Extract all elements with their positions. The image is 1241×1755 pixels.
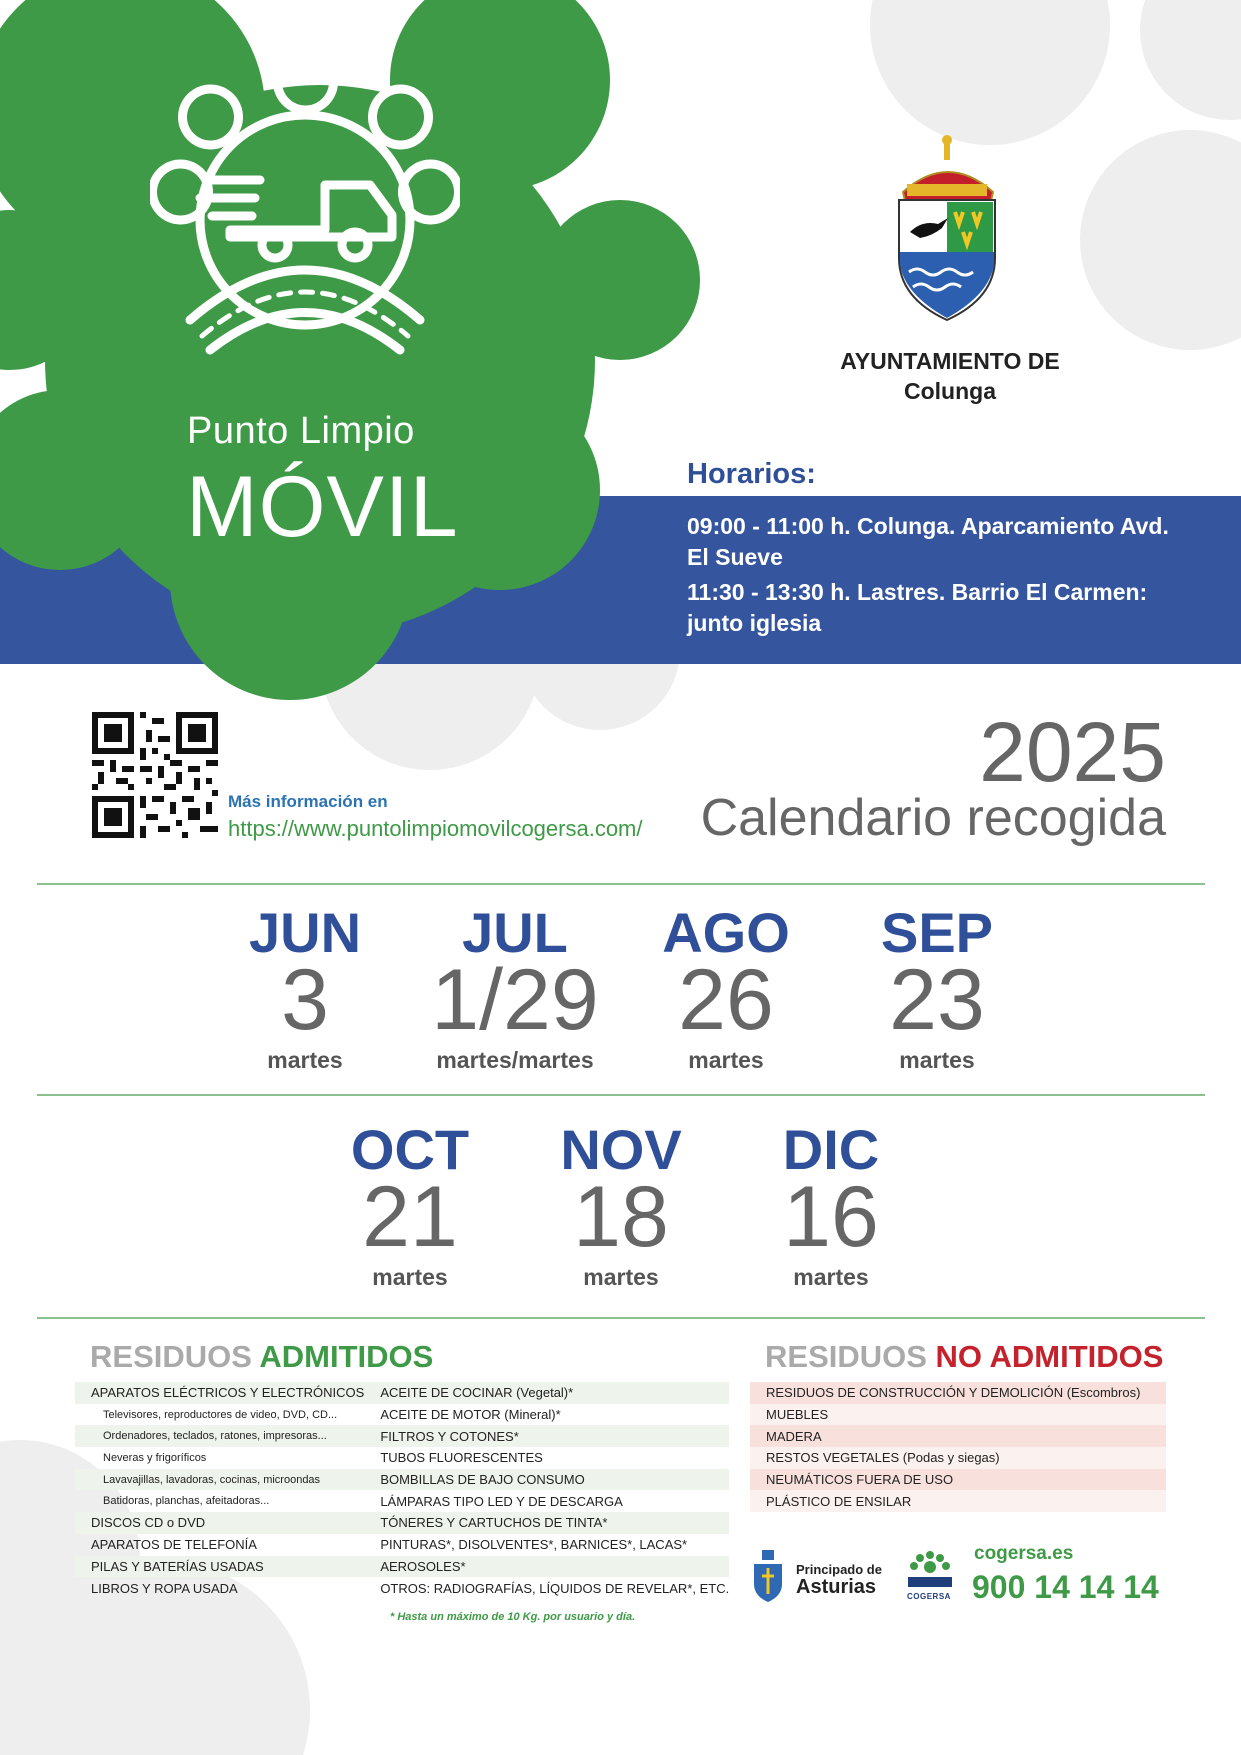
accepted-note: * Hasta un máximo de 10 Kg. por usuario y día. bbox=[390, 1611, 636, 1623]
accepted-subitem: Ordenadores, teclados, ratones, impresoras... bbox=[75, 1425, 364, 1447]
schedule-line: junto iglesia bbox=[687, 610, 822, 636]
table-row bbox=[750, 1469, 1166, 1491]
cogersa-logo-icon bbox=[904, 1547, 956, 1591]
brand-title-small: Punto Limpio bbox=[187, 410, 415, 452]
table-row bbox=[75, 1404, 729, 1426]
accepted-item: LÁMPARAS TIPO LED Y DE DESCARGA bbox=[380, 1493, 623, 1509]
accepted-item: TÓNERES Y CARTUCHOS DE TINTA* bbox=[364, 1512, 729, 1534]
more-info-label: Más información en bbox=[228, 792, 388, 811]
schedule-list bbox=[687, 511, 1169, 639]
accepted-item: ACEITE DE COCINAR (Vegetal)* bbox=[364, 1382, 729, 1404]
table-row bbox=[75, 1447, 729, 1469]
asturias-line2: Asturias bbox=[796, 1576, 877, 1598]
accepted-title-gray: RESIDUOS bbox=[90, 1339, 252, 1374]
rejected-title-gray: RESIDUOS bbox=[765, 1339, 927, 1374]
accepted-title-color: ADMITIDOS bbox=[259, 1339, 434, 1374]
month-name: DIC bbox=[782, 1118, 880, 1181]
table-row bbox=[75, 1577, 729, 1599]
table-row bbox=[750, 1404, 1166, 1426]
month-name: OCT bbox=[350, 1118, 470, 1181]
asturias-line1: Principado de bbox=[796, 1562, 882, 1577]
accepted-item: PILAS Y BATERÍAS USADAS bbox=[75, 1556, 364, 1578]
schedule-line: 11:30 - 13:30 h. Lastres. Barrio El Carmen: bbox=[687, 579, 1148, 605]
month-weekday: martes bbox=[793, 1264, 869, 1290]
table-row bbox=[75, 1425, 729, 1447]
month-day: 1/29 bbox=[431, 952, 599, 1048]
month-weekday: martes/martes bbox=[436, 1047, 594, 1073]
table-row bbox=[750, 1425, 1166, 1447]
rejected-item: PLÁSTICO DE ENSILAR bbox=[750, 1490, 1166, 1512]
accepted-item: BOMBILLAS DE BAJO CONSUMO bbox=[364, 1469, 729, 1491]
mobile-truck-logo-icon bbox=[150, 80, 460, 380]
month-weekday: martes bbox=[267, 1047, 343, 1073]
rejected-item: RESTOS VEGETALES (Podas y siegas) bbox=[750, 1447, 1166, 1469]
table-row bbox=[75, 1556, 729, 1578]
accepted-item: DISCOS CD o DVD bbox=[75, 1512, 364, 1534]
table-row bbox=[750, 1490, 1166, 1512]
table-row bbox=[75, 1469, 729, 1491]
month-name: NOV bbox=[560, 1118, 682, 1181]
month-weekday: martes bbox=[583, 1264, 659, 1290]
calendar-year: 2025 bbox=[979, 705, 1166, 799]
accepted-subitem: Batidoras, planchas, afeitadoras... bbox=[103, 1495, 270, 1508]
qr-code-icon[interactable] bbox=[92, 712, 218, 838]
accepted-subitem: Televisores, reproductores de video, DVD, CD... bbox=[103, 1408, 338, 1421]
cogersa-phone: 900 14 14 14 bbox=[972, 1569, 1159, 1605]
accepted-item: FILTROS Y COTONES* bbox=[364, 1425, 729, 1447]
rejected-item: NEUMÁTICOS FUERA DE USO bbox=[750, 1469, 1166, 1491]
rejected-item: RESIDUOS DE CONSTRUCCIÓN Y DEMOLICIÓN (Escombros) bbox=[750, 1382, 1166, 1404]
brand-title-big: MÓVIL bbox=[186, 459, 459, 555]
divider-line bbox=[37, 1094, 1205, 1096]
accepted-item: TUBOS FLUORESCENTES bbox=[380, 1450, 543, 1466]
accepted-item: AEROSOLES* bbox=[364, 1556, 729, 1578]
divider-line bbox=[37, 883, 1205, 885]
month-day: 18 bbox=[573, 1169, 669, 1265]
cogersa-url-link[interactable]: cogersa.es bbox=[974, 1543, 1074, 1564]
divider-line bbox=[37, 1317, 1205, 1319]
accepted-item: ACEITE DE MOTOR (Mineral)* bbox=[380, 1407, 561, 1423]
table-row bbox=[75, 1382, 729, 1404]
more-info-url-link[interactable]: https://www.puntolimpiomovilcogersa.com/ bbox=[228, 816, 643, 841]
rejected-item: MUEBLES bbox=[750, 1404, 1166, 1426]
schedule-line: 09:00 - 11:00 h. Colunga. Aparcamiento Avd. bbox=[687, 513, 1169, 539]
month-weekday: martes bbox=[899, 1047, 975, 1073]
rejected-title bbox=[765, 1339, 1163, 1375]
month-day: 16 bbox=[783, 1169, 879, 1265]
month-weekday: martes bbox=[372, 1264, 448, 1290]
table-row bbox=[75, 1490, 729, 1512]
table-row bbox=[75, 1534, 729, 1556]
month-name: JUN bbox=[248, 901, 362, 964]
rejected-item: MADERA bbox=[750, 1425, 1166, 1447]
cogersa-label: COGERSA bbox=[907, 1592, 951, 1601]
table-row bbox=[750, 1382, 1166, 1404]
calendar-subtitle: Calendario recogida bbox=[700, 789, 1166, 847]
accepted-item: OTROS: RADIOGRAFÍAS, LÍQUIDOS DE REVELAR*, ETC. bbox=[380, 1580, 730, 1596]
month-cell-jun bbox=[205, 901, 405, 1075]
accepted-subitem: Lavavajillas, lavadoras, cocinas, microondas bbox=[75, 1469, 364, 1491]
accepted-item: LIBROS Y ROPA USADA bbox=[91, 1580, 238, 1596]
rejected-title-color: NO ADMITIDOS bbox=[935, 1339, 1164, 1374]
month-cell-dic bbox=[731, 1118, 931, 1292]
asturias-crest-icon bbox=[752, 1550, 784, 1602]
council-name bbox=[820, 346, 1080, 406]
table-row bbox=[75, 1512, 729, 1534]
month-cell-jul bbox=[415, 901, 615, 1075]
accepted-subitem: Neveras y frigoríficos bbox=[103, 1451, 207, 1464]
month-name: AGO bbox=[662, 901, 790, 964]
rejected-table bbox=[750, 1382, 1166, 1512]
schedule-line: El Sueve bbox=[687, 544, 783, 570]
month-weekday: martes bbox=[688, 1047, 764, 1073]
accepted-item: APARATOS ELÉCTRICOS Y ELECTRÓNICOS bbox=[75, 1382, 364, 1404]
month-cell-nov bbox=[521, 1118, 721, 1292]
month-name: JUL bbox=[462, 901, 568, 964]
month-day: 23 bbox=[889, 952, 985, 1048]
month-day: 21 bbox=[362, 1169, 458, 1265]
council-line1: AYUNTAMIENTO DE bbox=[840, 348, 1060, 374]
accepted-title bbox=[90, 1339, 433, 1375]
month-day: 3 bbox=[281, 952, 329, 1048]
accepted-table bbox=[75, 1382, 729, 1599]
month-cell-sep bbox=[837, 901, 1037, 1075]
month-cell-oct bbox=[310, 1118, 510, 1292]
month-day: 26 bbox=[678, 952, 774, 1048]
month-cell-ago bbox=[626, 901, 826, 1075]
accepted-item: APARATOS DE TELEFONÍA bbox=[91, 1537, 257, 1553]
month-name: SEP bbox=[880, 901, 994, 964]
asturias-logo-text bbox=[796, 1562, 882, 1597]
schedule-title: Horarios: bbox=[687, 458, 816, 490]
coat-of-arms-icon bbox=[895, 132, 1000, 322]
table-row bbox=[750, 1447, 1166, 1469]
accepted-item: PINTURAS*, DISOLVENTES*, BARNICES*, LACAS* bbox=[380, 1537, 688, 1553]
council-line2: Colunga bbox=[904, 378, 996, 404]
